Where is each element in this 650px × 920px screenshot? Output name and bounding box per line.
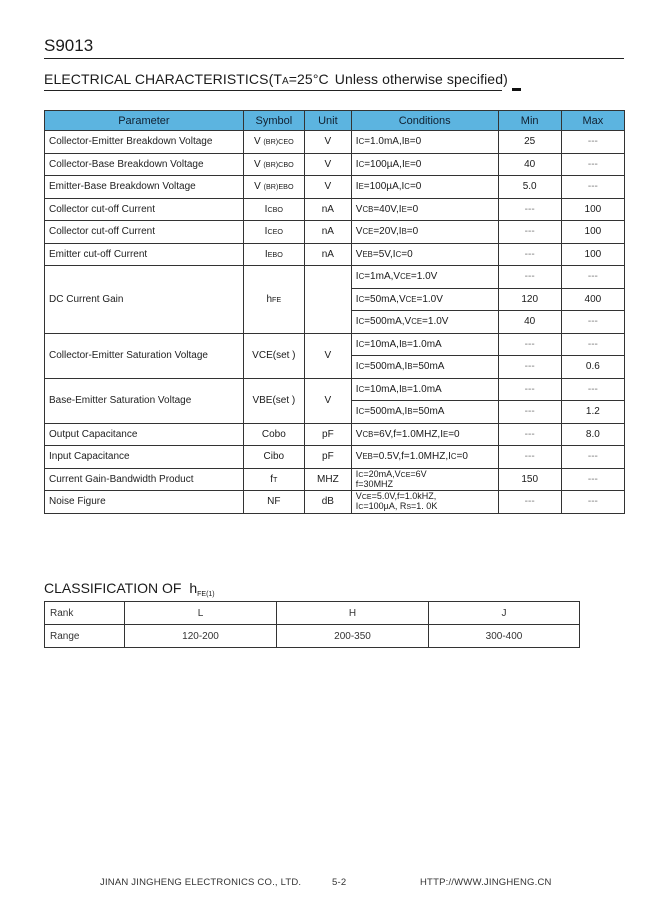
max-cell: --- [561, 333, 624, 356]
table-row [45, 378, 625, 401]
param-cell: Emitter-Base Breakdown Voltage [45, 176, 244, 199]
unit-cell: nA [304, 243, 351, 266]
electrical-characteristics-table [44, 110, 625, 514]
param-cell: Collector-Emitter Breakdown Voltage [45, 131, 244, 154]
header-symbol: Symbol [243, 111, 304, 131]
max-cell: --- [561, 491, 624, 514]
conditions-cell: VCE=5.0V,f=1.0kHZ, IC=100µA, RS=1. 0K [351, 491, 498, 514]
symbol-cell: Cobo [243, 423, 304, 446]
min-cell: --- [498, 423, 561, 446]
param-cell: Collector-Base Breakdown Voltage [45, 153, 244, 176]
range-row [45, 625, 580, 648]
conditions-cell: IC=100µA,IE=0 [351, 153, 498, 176]
unit-cell: V [304, 153, 351, 176]
electrical-characteristics-title: ELECTRICAL CHARACTERISTICS(TA=25°C Unless otherwise specified) [44, 71, 508, 87]
conditions-cell: IC=500mA,IB=50mA [351, 356, 498, 379]
symbol-cell: IEBO [243, 243, 304, 266]
symbol-cell: V (BR)CEO [243, 131, 304, 154]
symbol-cell: fT [243, 468, 304, 491]
header-parameter: Parameter [45, 111, 244, 131]
header-max: Max [561, 111, 624, 131]
range-cell: 200-350 [277, 625, 429, 648]
min-cell: 40 [498, 153, 561, 176]
range-cell: 300-400 [429, 625, 580, 648]
max-cell: --- [561, 311, 624, 334]
table-row [45, 266, 625, 289]
min-cell: 40 [498, 311, 561, 334]
unit-cell: pF [304, 446, 351, 469]
max-cell: 1.2 [561, 401, 624, 424]
table-row [45, 468, 625, 491]
max-cell: 8.0 [561, 423, 624, 446]
min-cell: --- [498, 446, 561, 469]
unit-cell: V [304, 176, 351, 199]
param-cell: Base-Emitter Saturation Voltage [45, 378, 244, 423]
classification-table [44, 601, 580, 648]
rank-cell: J [429, 602, 580, 625]
symbol-cell: VBE(set ) [243, 378, 304, 423]
symbol-cell: VCE(set ) [243, 333, 304, 378]
min-cell: 150 [498, 468, 561, 491]
max-cell: 400 [561, 288, 624, 311]
conditions-cell: VCB=40V,IE=0 [351, 198, 498, 221]
max-cell: 100 [561, 221, 624, 244]
table-row [45, 491, 625, 514]
unit-cell [304, 266, 351, 334]
min-cell: --- [498, 266, 561, 289]
symbol-cell: NF [243, 491, 304, 514]
table-row [45, 423, 625, 446]
part-number-title: S9013 [44, 36, 94, 55]
min-cell: 5.0 [498, 176, 561, 199]
rank-row [45, 602, 580, 625]
param-cell: Current Gain-Bandwidth Product [45, 468, 244, 491]
footer-page-number: 5-2 [332, 877, 347, 888]
param-cell: Collector cut-off Current [45, 198, 244, 221]
unit-cell: pF [304, 423, 351, 446]
header-conditions: Conditions [351, 111, 498, 131]
conditions-cell: IC=1.0mA,IB=0 [351, 131, 498, 154]
unit-cell: V [304, 131, 351, 154]
table-row [45, 131, 625, 154]
conditions-cell: IC=10mA,IB=1.0mA [351, 378, 498, 401]
rank-label: Rank [45, 602, 125, 625]
conditions-cell: IC=20mA,VCE=6V f=30MHZ [351, 468, 498, 491]
min-cell: --- [498, 221, 561, 244]
max-cell: --- [561, 176, 624, 199]
table-row [45, 221, 625, 244]
unit-cell: V [304, 378, 351, 423]
range-cell: 120-200 [125, 625, 277, 648]
header-unit: Unit [304, 111, 351, 131]
max-cell: --- [561, 446, 624, 469]
table-row [45, 243, 625, 266]
conditions-cell: VEB=0.5V,f=1.0MHZ,IC=0 [351, 446, 498, 469]
table-row [45, 153, 625, 176]
min-cell: --- [498, 333, 561, 356]
param-cell: Noise Figure [45, 491, 244, 514]
conditions-cell: IC=10mA,IB=1.0mA [351, 333, 498, 356]
rank-cell: L [125, 602, 277, 625]
max-cell: --- [561, 378, 624, 401]
conditions-cell: IC=1mA,VCE=1.0V [351, 266, 498, 289]
table-row [45, 446, 625, 469]
conditions-cell: IE=100µA,IC=0 [351, 176, 498, 199]
max-cell: --- [561, 153, 624, 176]
footer-url: HTTP://WWW.JINGHENG.CN [420, 877, 552, 888]
conditions-cell: VCB=6V,f=1.0MHZ,IE=0 [351, 423, 498, 446]
footer-company: JINAN JINGHENG ELECTRONICS CO., LTD. [100, 877, 302, 888]
min-cell: 25 [498, 131, 561, 154]
table-row [45, 176, 625, 199]
symbol-cell: hFE [243, 266, 304, 334]
table-row [45, 198, 625, 221]
unit-cell: dB [304, 491, 351, 514]
symbol-cell: Cibo [243, 446, 304, 469]
min-cell: --- [498, 198, 561, 221]
max-cell: --- [561, 468, 624, 491]
header-rule [44, 58, 624, 59]
conditions-cell: IC=500mA,IB=50mA [351, 401, 498, 424]
max-cell: 100 [561, 198, 624, 221]
min-cell: 120 [498, 288, 561, 311]
symbol-cell: V (BR)EBO [243, 176, 304, 199]
rank-cell: H [277, 602, 429, 625]
param-cell: Collector-Emitter Saturation Voltage [45, 333, 244, 378]
range-label: Range [45, 625, 125, 648]
min-cell: --- [498, 243, 561, 266]
symbol-cell: ICEO [243, 221, 304, 244]
section-underline [44, 90, 502, 91]
min-cell: --- [498, 401, 561, 424]
unit-cell: V [304, 333, 351, 378]
param-cell: Output Capacitance [45, 423, 244, 446]
classification-title: CLASSIFICATION OF $h_{FE(1)}$ [44, 580, 215, 598]
conditions-cell: IC=500mA,VCE=1.0V [351, 311, 498, 334]
unit-cell: nA [304, 198, 351, 221]
param-cell: DC Current Gain [45, 266, 244, 334]
min-cell: --- [498, 378, 561, 401]
param-cell: Emitter cut-off Current [45, 243, 244, 266]
max-cell: --- [561, 266, 624, 289]
unit-cell: nA [304, 221, 351, 244]
max-cell: 0.6 [561, 356, 624, 379]
param-cell: Collector cut-off Current [45, 221, 244, 244]
section-underline-mark [512, 88, 521, 91]
param-cell: Input Capacitance [45, 446, 244, 469]
max-cell: --- [561, 131, 624, 154]
table-header-row [45, 111, 625, 131]
header-min: Min [498, 111, 561, 131]
conditions-cell: VEB=5V,IC=0 [351, 243, 498, 266]
symbol-cell: ICBO [243, 198, 304, 221]
max-cell: 100 [561, 243, 624, 266]
table-row [45, 333, 625, 356]
min-cell: --- [498, 356, 561, 379]
unit-cell: MHZ [304, 468, 351, 491]
conditions-cell: IC=50mA,VCE=1.0V [351, 288, 498, 311]
symbol-cell: V (BR)CBO [243, 153, 304, 176]
conditions-cell: VCE=20V,IB=0 [351, 221, 498, 244]
min-cell: --- [498, 491, 561, 514]
